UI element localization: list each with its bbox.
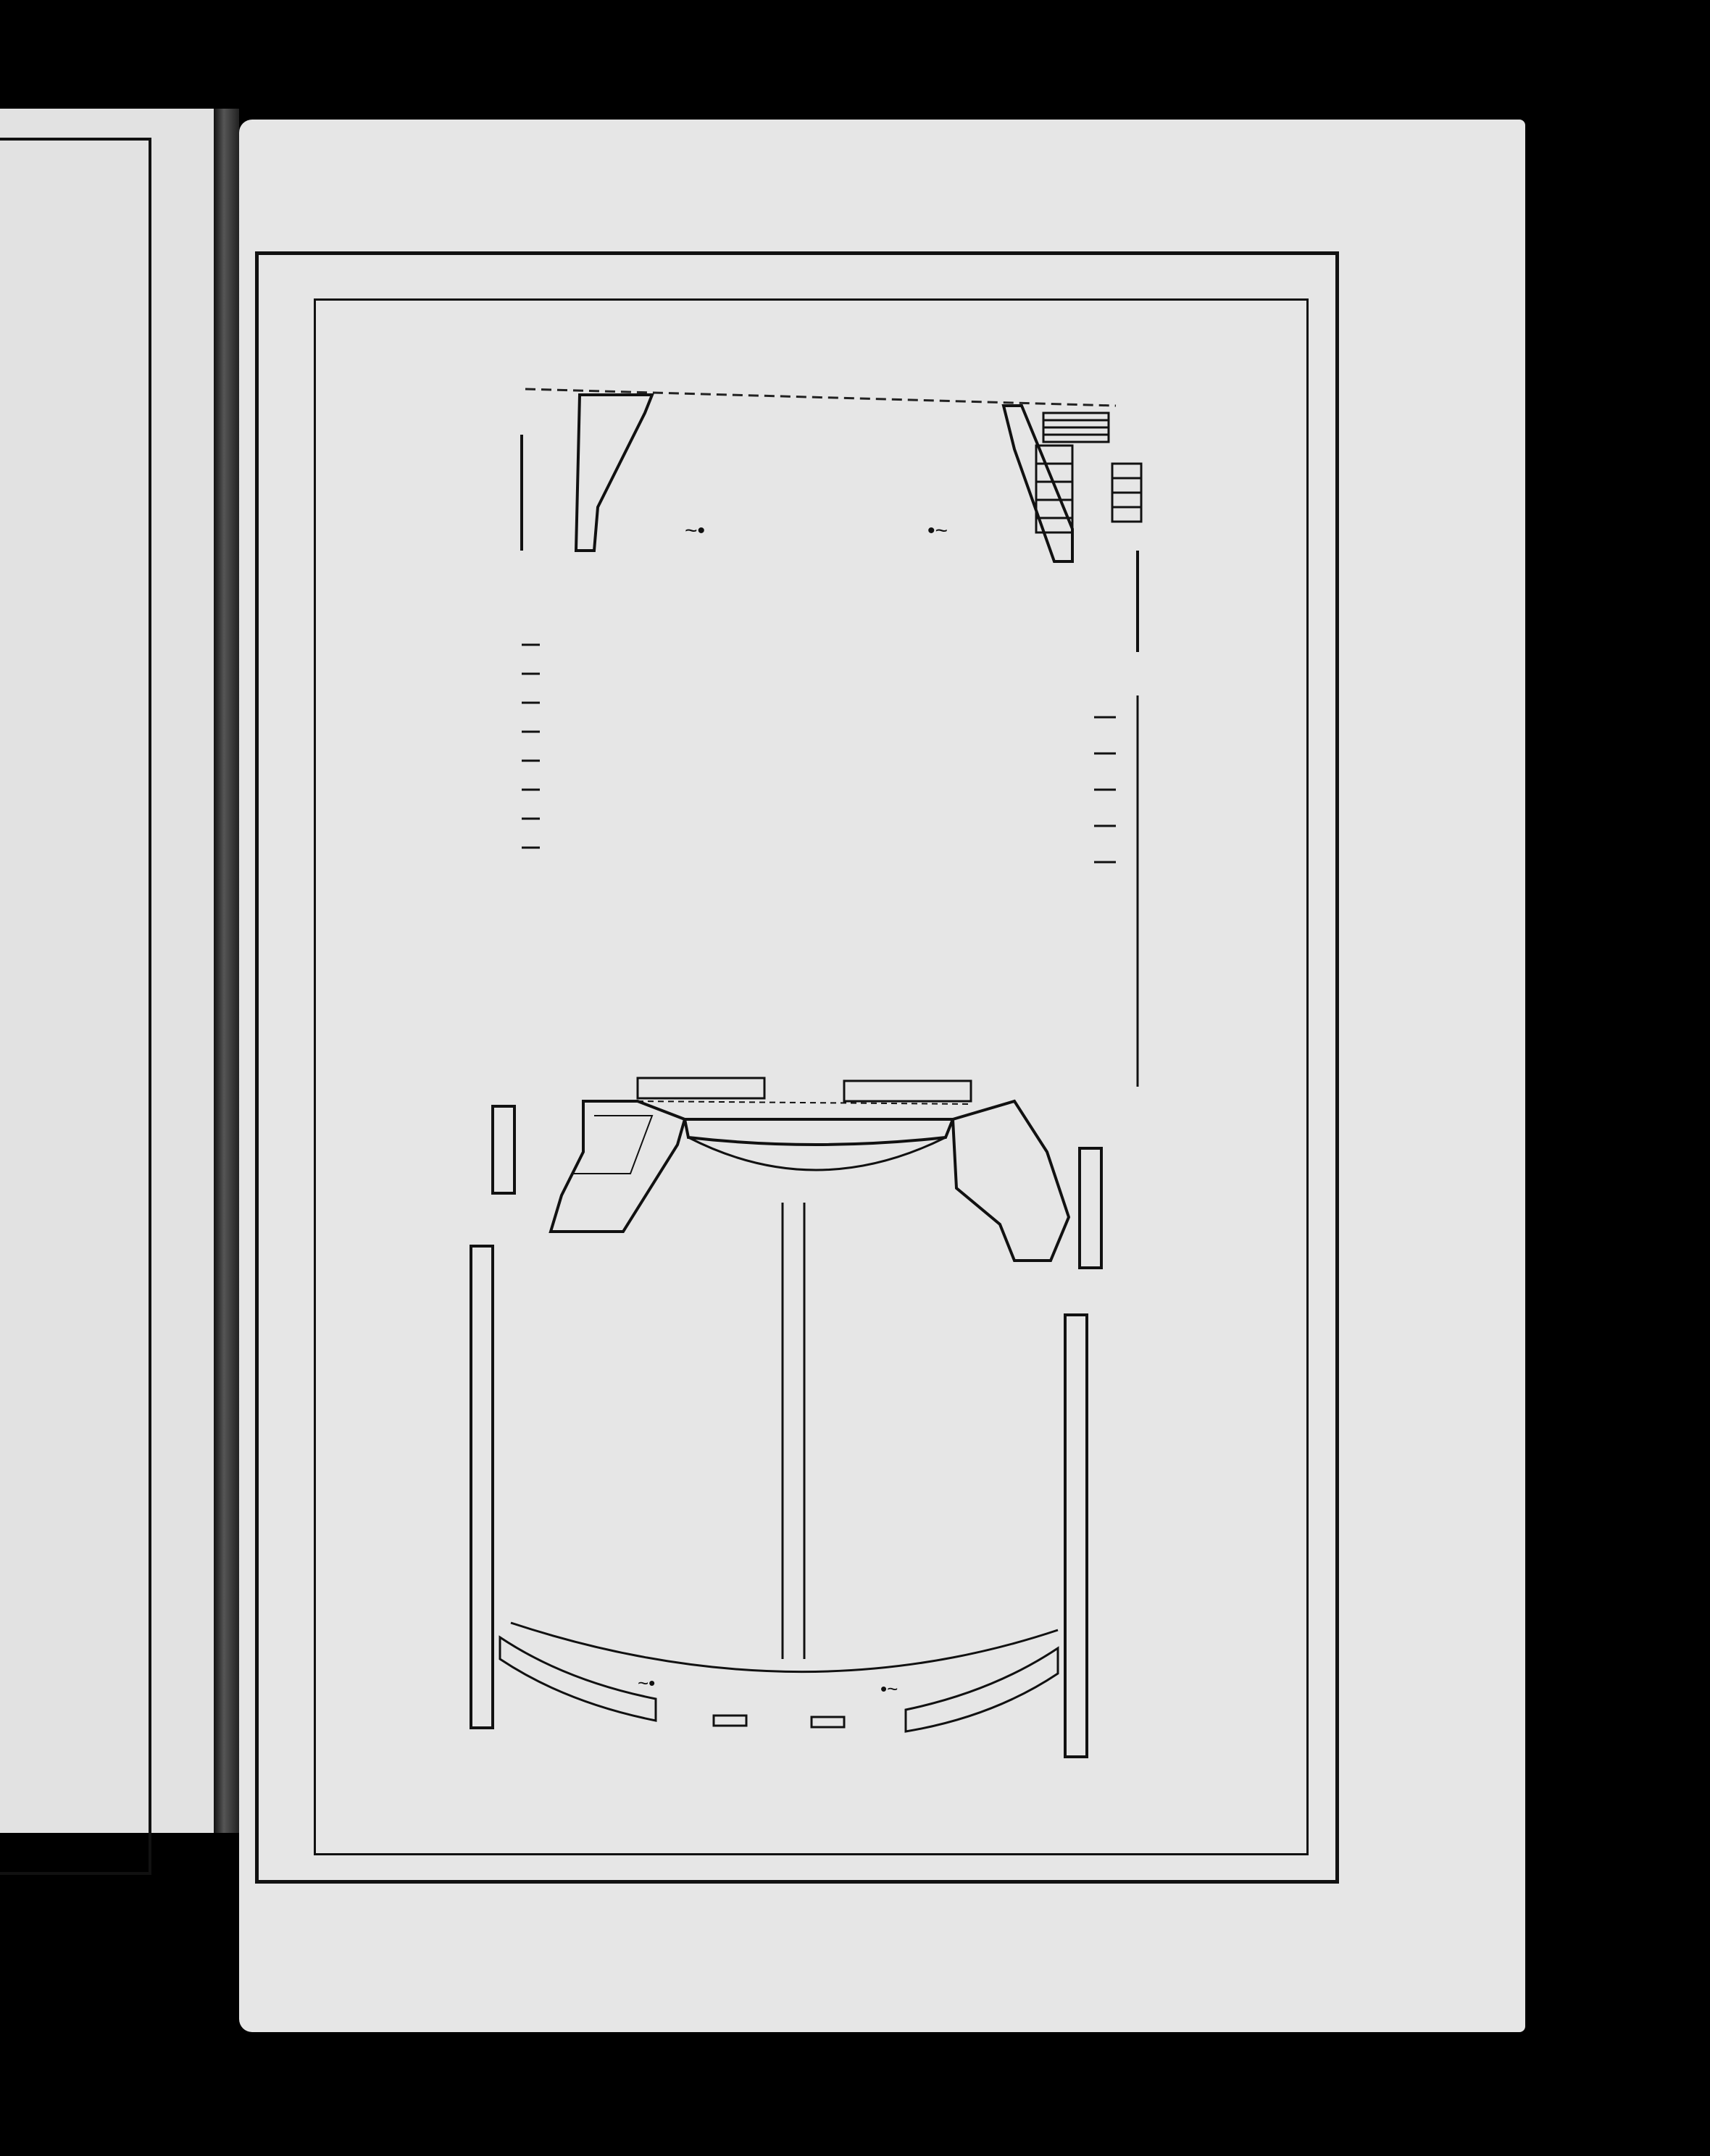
- parquet-ornament-right: •~: [880, 1678, 898, 1700]
- parquet-ornament-left: ~•: [638, 1672, 656, 1694]
- foyer-right-bar: [812, 1717, 844, 1727]
- staircase: [1036, 413, 1141, 532]
- private-box-left: [551, 1101, 685, 1232]
- balcony-right-steps: [1094, 717, 1116, 862]
- right-corridor-upper: [1080, 1148, 1101, 1268]
- ornament-right: •~: [927, 519, 948, 543]
- parquet-rear-wall: [511, 1623, 1058, 1672]
- balcony-right-wall: [1004, 406, 1072, 561]
- private-box-right: [953, 1101, 1069, 1261]
- balcony-left-steps: [522, 645, 540, 848]
- ladies-cloak-room: [500, 1637, 656, 1721]
- orchestra-pit: [685, 1119, 953, 1145]
- balcony-exit-right: [844, 1081, 971, 1101]
- balcony-exit-left: [638, 1078, 764, 1098]
- foyer-left-bar: [714, 1716, 746, 1726]
- ornament-left: ~•: [685, 519, 706, 543]
- left-corridor-lower: [471, 1246, 493, 1728]
- balcony-left-wall: [576, 395, 652, 551]
- right-corridor-lower: [1065, 1315, 1087, 1757]
- gents-coat-room: [906, 1648, 1058, 1731]
- left-corridor-upper: [493, 1106, 514, 1193]
- stage-front-line: [525, 389, 1116, 406]
